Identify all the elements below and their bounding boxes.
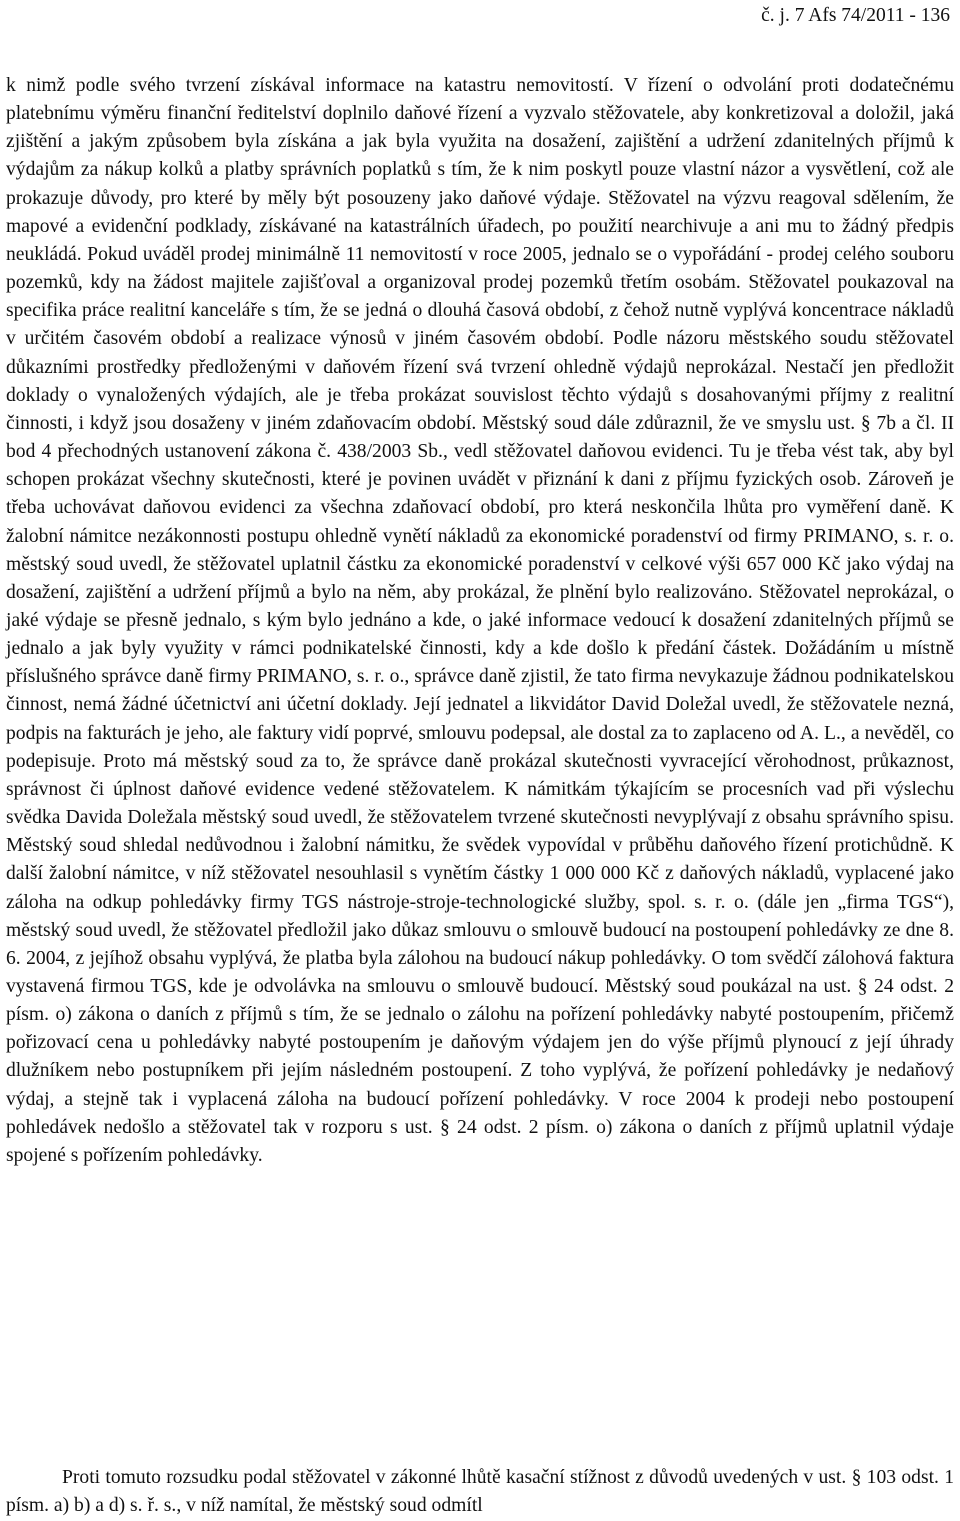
paragraph-reasoning: k nimž podle svého tvrzení získával informace na katastru nemovitostí. V řízení o odvolání proti dodatečnému platebnímu výměru finanční ředitelství doplnilo daňové řízení a vyzvalo stěžovatele, aby konkretizoval a doložil, jaká zjištění a jakým způsobem byla získána a jak byla využita na dosažení, zajištění a udržení zdanitelných příjmů k výdajům za nákup kolků a platby správních poplatků s tím, že k nim poskytl pouze vlastní názor a vysvětlení, což ale prokazuje důvody, pro které by měly být posouzeny jako daňové výdaje. Stěžovatel na výzvu reagoval sdělením, že mapové a evidenční podklady, získávané na katastrálních úřadech, po použití nearchivuje a ani mu to žádný předpis neukládá. Pokud uváděl prodej minimálně 11 nemovitostí v roce 2005, jednalo se o vypořádání - prodej celého souboru pozemků, kdy na žádost majitele zajišťoval a organizoval prodej pozemků třetím osobám. Stěžovatel poukazoval na specifika práce realitní kanceláře s tím, že se jedná o dlouhá časová období, z čehož nutně vyplývá koncentrace nákladů v určitém časovém období a realizace výnosů v jiném časovém období. Podle názoru městského soudu stěžovatel důkazními prostředky předloženými v daňovém řízení svá tvrzení ohledně výdajů neprokázal. Nestačí jen předložit doklady o vynaložených výdajích, ale je třeba prokázat souvislost těchto výdajů s dosahovanými příjmy z realitní činnosti, i když jsou dosaženy v jiném zdaňovacím období. Městský soud dále zdůraznil, že ve smyslu ust. § 7b a čl. II bod 4 přechodných ustanovení zákona č. 438/2003 Sb., vedl stěžovatel daňovou evidenci. Tu je třeba vést tak, aby byl schopen prokázat všechny skutečnosti, které je povinen uvádět v přiznání k dani z příjmu fyzických osob. Zároveň je třeba uchovávat daňovou evidenci za všechna zdaňovací období, pro která neskončila lhůta pro vyměření daně. K žalobní námitce nezákonnosti postupu ohledně vynětí nákladů za ekonomické poradenství od firmy PRIMANO, s. r. o. městský soud uvedl, že stěžovatel uplatnil částku za ekonomické poradenství v celkové výši 657 000 Kč jako výdaj na dosažení, zajištění a udržení příjmů a bylo na něm, aby prokázal, že plnění bylo realizováno. Stěžovatel neprokázal, o jaké výdaje se přesně jednalo, s kým bylo jednáno a kde, o jaké informace vedoucí k dosažení zdanitelných příjmů se jednalo a jak byly využity v rámci podnikatelské činnosti, kdy a kde došlo k předání částek. Dožádáním u místně příslušného správce daně firmy PRIMANO, s. r. o., správce daně zjistil, že tato firma nevykazuje žádnou podnikatelskou činnost, nemá žádné účetnictví ani účetní doklady. Její jednatel a likvidátor David Doležal uvedl, že stěžovatele nezná, podpis na fakturách je jeho, ale faktury vidí poprvé, smlouvu podepsal, ale dostal za to zaplaceno od A. L., a nevěděl, co podepisuje. Proto má městský soud za to, že správce daně prokázal skutečnosti vyvracející věrohodnost, průkaznost, správnost či úplnost daňové evidence vedené stěžovatelem. K námitkám týkajícím se procesních vad při výslechu svědka Davida Doležala městský soud uvedl, že stěžovatelem tvrzené skutečnosti nevyplývají z obsahu správního spisu. Městský soud shledal nedůvodnou i žalobní námitku, že svědek vypovídal v průběhu daňového řízení protichůdně. K další žalobní námitce, v níž stěžovatel nesouhlasil s vynětím částky 1 000 000 Kč z daňových nákladů, vyplacené jako záloha na odkup pohledávky firmy TGS nástroje-stroje-technologické služby, spol. s. r. o. (dále jen „firma TGS“), městský soud uvedl, že stěžovatel předložil jako důkaz smlouvu o smlouvě budoucí na postoupení pohledávky ze dne 8. 6. 2004, z jejíhož obsahu vyplývá, že platba byla zálohou na budoucí nákup pohledávky. O tom svědčí zálohová faktura vystavená firmou TGS, kde je odvolávka na smlouvu o smlouvě budoucí. Městský soud poukázal na ust. § 24 odst. 2 písm. o) zákona o daních z příjmů s tím, že se jednalo o zálohu na pořízení pohledávky nabyté postoupením, přičemž pořizovací cena u pohledávky nabyté postoupením je daňovým výdajem jen do výše příjmů plynoucí z její úhrady dlužníkem nebo postupníkem při jejím následném postoupení. Z toho vyplývá, že pořízení pohledávky je nedaňový výdaj, a stejně tak i vyplacená záloha na budoucí pořízení pohledávky. V roce 2004 k prodeji nebo postoupení pohledávek nedošlo a stěžovatel tak v rozporu s ust. § 24 odst. 2 písm. o) zákona o daních z příjmů uplatnil výdaje spojené s pořízením pohledávky. (6, 75, 954, 1166)
case-reference: č. j. 7 Afs 74/2011 - 136 (761, 5, 950, 26)
paragraph-cassation-complaint: Proti tomuto rozsudku podal stěžovatel v zákonné lhůtě kasační stížnost z důvodů uvedených v ust. § 103 odst. 1 písm. a) b) a d) s. ř. s., v níž namítal, že městský soud odmítl (6, 1467, 954, 1517)
